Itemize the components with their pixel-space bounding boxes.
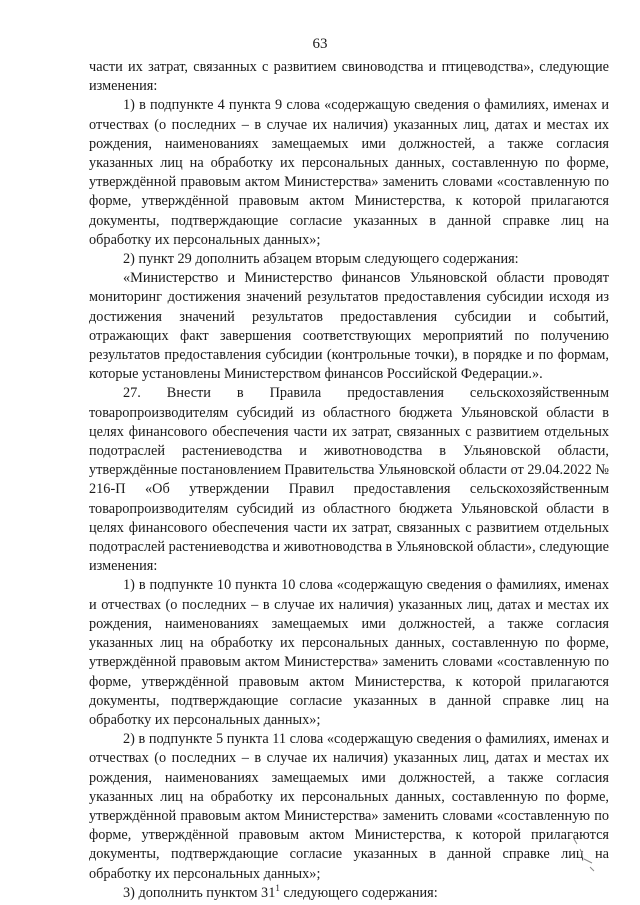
last-line-text-end: следующего содержания: [279, 884, 438, 901]
paragraph: 27. Внести в Правила предоставления сельскохозяйственным товаропроизводителям субсидий из областного бюджета Ульяновской области в целях финансового обеспечения части их затрат, связанных с развитием отдельных подотраслей растениеводства и животноводства в Ульяновской области, утверждённые постановлением Правительства Ульяновской области от 29.04.2022 № 216-П «Об утверждении Правил предоставления сельскохозяйственным товаропроизводителям субсидий из областного бюджета Ульяновской области в целях финансового обеспечения части их затрат, связанных с развитием отдельных подотраслей растениеводства и животноводства в Ульяновской области», следующие изменения: [89, 385, 609, 575]
superscript: 1 [275, 882, 280, 893]
paragraph: 1) в подпункте 4 пункта 9 слова «содержащую сведения о фамилиях, именах и отчествах (о последних – в случае их наличия) указанных лиц, датах и местах их рождения, наименованиях замещаемых ими должностей, а также согласия указанных лиц на обработку их персональных данных, составленную по форме, утверждённой правовым актом Министерства» заменить словами «составленную по форме, утверждённой правовым актом Министерства, к которой прилагаются документы, подтверждающие согласие указанных в данной справке лиц на обработку их персональных данных»; [89, 97, 609, 248]
last-line-text: 3) дополнить пунктом 31 [123, 884, 276, 901]
document-body [89, 58, 609, 903]
paragraph-last [89, 884, 609, 903]
page-number: 63 [312, 36, 328, 52]
paragraph: 2) в подпункте 5 пункта 11 слова «содержащую сведения о фамилиях, именах и отчествах (о последних – в случае их наличия) указанных лиц, датах и местах их рождения, наименованиях замещаемых ими должностей, а также согласия указанных лиц на обработку их персональных данных, составленную по форме, утверждённой правовым актом Министерства» заменить словами «составленную по форме, утверждённой правовым актом Министерства, к которой прилагаются документы, подтверждающие согласие указанных в данной справке лиц на обработку их персональных данных»; [89, 731, 609, 882]
paragraph: 1) в подпункте 10 пункта 10 слова «содержащую сведения о фамилиях, именах и отчествах (о последних – в случае их наличия) указанных лиц, датах и местах их рождения, наименованиях замещаемых ими должностей, а также согласия указанных лиц на обработку их персональных данных, составленную по форме, утверждённой правовым актом Министерства» заменить словами «составленную по форме, утверждённой правовым актом Министерства, к которой прилагаются документы, подтверждающие согласие указанных в данной справке лиц на обработку их персональных данных»; [89, 577, 609, 728]
paragraph: «Министерство и Министерство финансов Ульяновской области проводят мониторинг достижения значений результатов предоставления субсидии исходя из достижения значений результатов предоставления субсидии и событий, отражающих факт завершения соответствующих мероприятий по получению результатов предоставления субсидии (контрольные точки), в порядке и по формам, которые установлены Министерством финансов Российской Федерации.». [89, 270, 609, 383]
scan-artifact-icon [570, 835, 600, 875]
paragraph: 2) пункт 29 дополнить абзацем вторым следующего содержания: [123, 251, 519, 268]
paragraph: части их затрат, связанных с развитием свиноводства и птицеводства», следующие изменения: [89, 59, 609, 95]
